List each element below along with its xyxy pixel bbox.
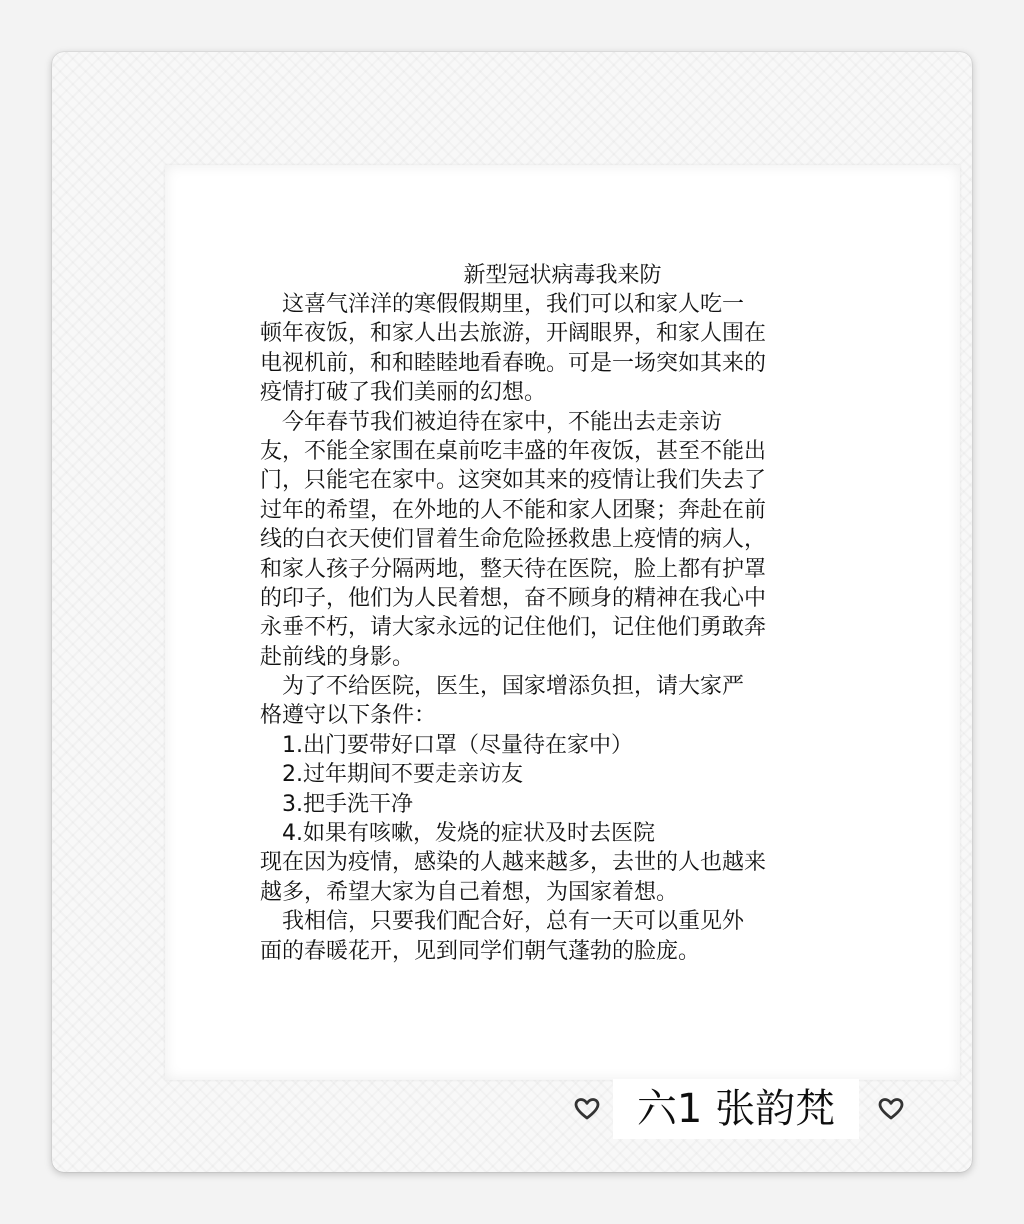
text-line: 4.如果有咳嗽，发烧的症状及时去医院 [260, 821, 655, 847]
text-line: 线的白衣天使们冒着生命危险拯救患上疫情的病人， [260, 527, 767, 553]
text-line: 我相信，只要我们配合好，总有一天可以重见外 [260, 909, 745, 935]
text-line: 赴前线的身影。 [260, 644, 415, 670]
text-line: 面的春暖花开，见到同学们朝气蓬勃的脸庞。 [260, 938, 701, 964]
heart-outline-icon [877, 1097, 905, 1121]
text-line: 1.出门要带好口罩（尽量待在家中） [260, 732, 633, 758]
text-line: 3.把手洗干净 [260, 791, 413, 817]
paper-sheet [165, 165, 960, 1080]
text-line: 疫情打破了我们美丽的幻想。 [260, 380, 547, 406]
text-line: 电视机前，和和睦睦地看春晚。可是一场突如其来的 [260, 350, 767, 376]
text-line: 越多，希望大家为自己着想，为国家着想。 [260, 879, 679, 905]
heart-outline-icon [573, 1097, 601, 1121]
text-line: 友，不能全家围在桌前吃丰盛的年夜饭，甚至不能出 [260, 438, 767, 464]
text-line: 门，只能宅在家中。这突如其来的疫情让我们失去了 [260, 468, 767, 494]
text-line: 过年的希望，在外地的人不能和家人团聚；奔赴在前 [260, 497, 767, 523]
text-line: 永垂不朽，请大家永远的记住他们，记住他们勇敢奔 [260, 615, 767, 641]
document-title: 新型冠状病毒我来防 [463, 263, 662, 288]
text-line: 现在因为疫情，感染的人越来越多，去世的人也越来 [260, 850, 767, 876]
document-body [260, 290, 890, 966]
text-line: 的印子，他们为人民着想，奋不顾身的精神在我心中 [260, 585, 767, 611]
text-line: 和家人孩子分隔两地，整天待在医院，脸上都有护罩 [260, 556, 767, 582]
signature-bar [565, 1075, 925, 1145]
text-line: 顿年夜饭，和家人出去旅游，开阔眼界，和家人围在 [260, 321, 767, 347]
text-line: 格遵守以下条件： [260, 703, 437, 729]
text-line: 2.过年期间不要走亲访友 [260, 762, 523, 788]
photo-frame [52, 52, 972, 1172]
student-name: 六1 张韵梵 [613, 1079, 859, 1139]
text-line: 今年春节我们被迫待在家中，不能出去走亲访 [260, 409, 723, 435]
text-line: 为了不给医院，医生，国家增添负担，请大家严 [260, 674, 745, 700]
text-line: 这喜气洋洋的寒假假期里，我们可以和家人吃一 [260, 292, 745, 317]
